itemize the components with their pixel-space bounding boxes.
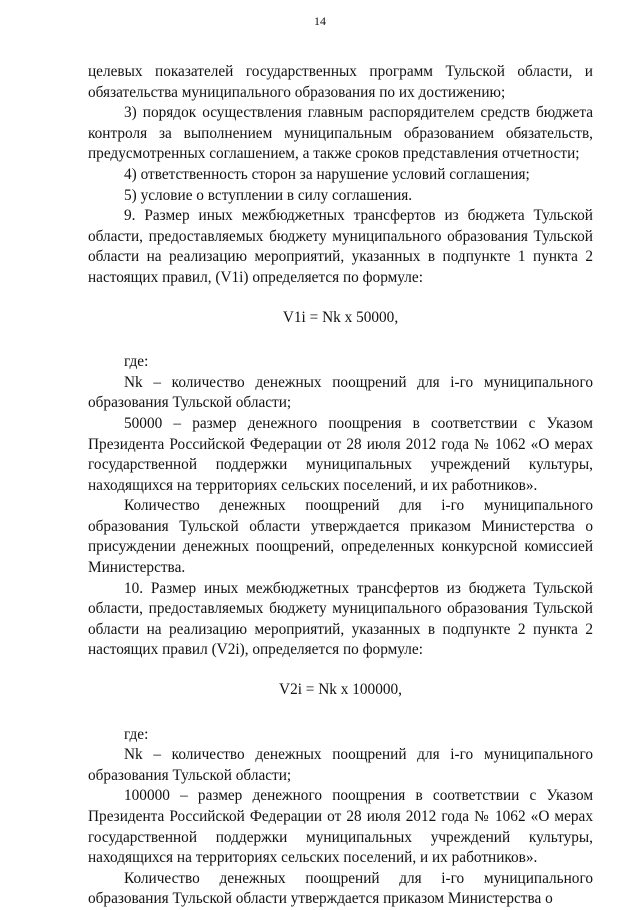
paragraph-continuation: целевых показателей государственных программ Тульской области, и обязательства муниципального образования по их достижению; [88, 63, 593, 101]
where-label-2: где: [124, 725, 149, 743]
definition-50000: 50000 – размер денежного поощрения в соответствии с Указом Президента Российской Федерации от 28 июля 2012 года № 1062 «О мерах государственной поддержки муниципальных учреждений культуры, находящихся на территориях сельских поселений, и их работников». [88, 414, 593, 494]
where-label-1: где: [124, 353, 149, 371]
page-number: 14 [314, 14, 326, 28]
formula-v1i: V1i = Nk x 50000, [282, 308, 399, 326]
definition-100000: 100000 – размер денежного поощрения в соответствии с Указом Президента Российской Федерации от 28 июля 2012 года № 1062 «О мерах государственной поддержки муниципальных учреждений культуры, находящихся на территориях сельских поселений, и их работников». [88, 787, 593, 867]
paragraph-item-3: 3) порядок осуществления главным распорядителем средств бюджета контроля за выполнением муниципальным образованием обязательств, предусмотренных соглашением, а также сроков представления отчетности; [88, 104, 593, 163]
paragraph-count-approval-1: Количество денежных поощрений для i-го муниципального образования Тульской области утверждается приказом Министерства о присуждении денежных поощрений, определенных конкурсной комиссией Министерства. [88, 497, 593, 577]
paragraph-section-10: 10. Размер иных межбюджетных трансфертов из бюджета Тульской области, предоставляемых бюджету муниципального образования Тульской области на реализацию мероприятий, указанных в подпункте 2 пункта 2 настоящих правил (V2i), определяется по формуле: [88, 579, 593, 659]
document-body [88, 62, 593, 910]
definition-nk-1: Nk – количество денежных поощрений для i-го муниципального образования Тульской области; [88, 373, 593, 412]
definition-nk-2: Nk – количество денежных поощрений для i-го муниципального образования Тульской области; [88, 746, 593, 784]
paragraph-section-9: 9. Размер иных межбюджетных трансфертов из бюджета Тульской области, предоставляемых бюджету муниципального образования Тульской области на реализацию мероприятий, указанных в подпункте 1 пункта 2 настоящих правил, (V1i) определяется по формуле: [88, 207, 593, 286]
paragraph-item-5: 5) условие о вступлении в силу соглашения. [124, 186, 413, 204]
paragraph-item-4: 4) ответственность сторон за нарушение условий соглашения; [124, 165, 530, 183]
formula-v2i: V2i = Nk x 100000, [279, 681, 402, 699]
paragraph-count-approval-2: Количество денежных поощрений для i-го муниципального образования Тульской области утверждается приказом Министерства о [88, 869, 593, 908]
